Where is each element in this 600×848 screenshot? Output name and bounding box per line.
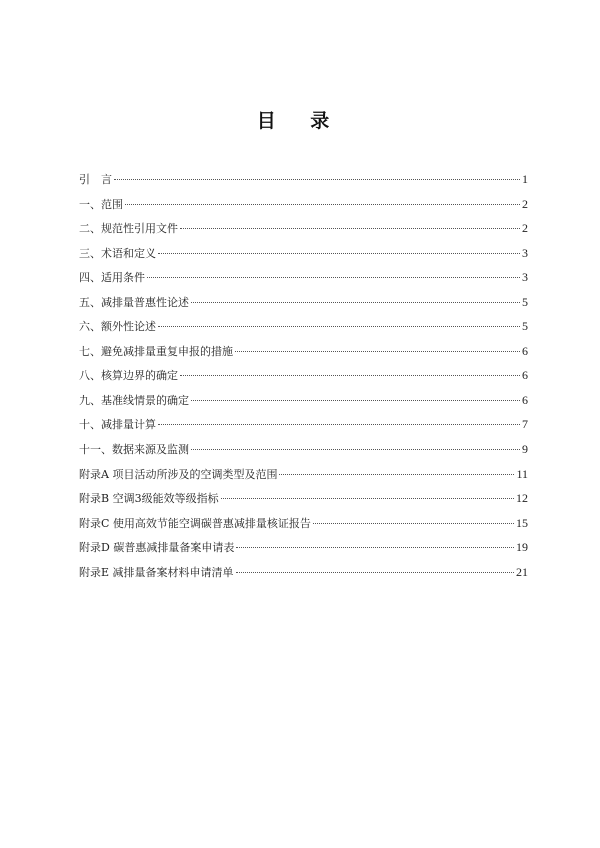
toc-entry-page: 19 xyxy=(516,540,528,555)
toc-entry-label: 附录E 减排量备案材料申请清单 xyxy=(79,565,234,579)
toc-entry-label: 四、适用条件 xyxy=(79,271,145,285)
dot-leader xyxy=(313,523,514,524)
toc-entry[interactable] xyxy=(79,416,528,441)
toc-entry[interactable] xyxy=(79,466,528,491)
toc-entry-label: 五、减排量普惠性论述 xyxy=(79,295,189,309)
toc-entry-page: 5 xyxy=(522,319,528,334)
dot-leader xyxy=(279,474,514,475)
dot-leader xyxy=(236,572,514,573)
toc-entry-page: 12 xyxy=(516,491,528,506)
toc-entry-page: 3 xyxy=(522,245,528,260)
dot-leader xyxy=(158,253,520,254)
dot-leader xyxy=(191,400,520,401)
toc-entry[interactable] xyxy=(79,392,528,417)
toc-entry-label: 七、避免减排量重复申报的措施 xyxy=(79,344,233,358)
toc-entry-label: 六、额外性论述 xyxy=(79,320,156,334)
toc-entry-page: 15 xyxy=(516,515,528,530)
toc-entry[interactable] xyxy=(79,490,528,515)
toc-entry[interactable] xyxy=(79,245,528,270)
toc-entry[interactable] xyxy=(79,367,528,392)
dot-leader xyxy=(158,326,520,327)
dot-leader xyxy=(180,228,520,229)
toc-entry-label: 附录C 使用高效节能空调碳普惠减排量核证报告 xyxy=(79,516,311,530)
toc-entry[interactable] xyxy=(79,220,528,245)
toc-entry-label: 附录D 碳普惠减排量备案申请表 xyxy=(79,541,235,555)
toc-entry-page: 9 xyxy=(522,442,528,457)
toc-entry-page: 3 xyxy=(522,270,528,285)
toc-entry[interactable] xyxy=(79,269,528,294)
dot-leader xyxy=(221,498,514,499)
toc-entry-page: 21 xyxy=(516,564,528,579)
toc-entry[interactable] xyxy=(79,196,528,221)
toc-entry-label: 引 言 xyxy=(79,173,112,186)
dot-leader xyxy=(125,204,520,205)
toc-entry-label: 附录B 空调3级能效等级指标 xyxy=(79,492,219,506)
table-of-contents xyxy=(79,171,528,588)
toc-entry[interactable] xyxy=(79,294,528,319)
toc-entry[interactable] xyxy=(79,539,528,564)
dot-leader xyxy=(235,351,520,352)
toc-entry[interactable] xyxy=(79,441,528,466)
toc-entry[interactable] xyxy=(79,318,528,343)
toc-entry-label: 八、核算边界的确定 xyxy=(79,369,178,383)
dot-leader xyxy=(158,424,520,425)
toc-entry-page: 1 xyxy=(522,172,528,186)
toc-entry-page: 7 xyxy=(522,417,528,432)
toc-entry[interactable] xyxy=(79,564,528,589)
dot-leader xyxy=(147,277,520,278)
toc-entry-label: 九、基准线情景的确定 xyxy=(79,393,189,407)
toc-entry-label: 十、减排量计算 xyxy=(79,418,156,432)
toc-entry-label: 一、范围 xyxy=(79,197,123,211)
toc-entry[interactable] xyxy=(79,171,528,196)
dot-leader xyxy=(191,449,520,450)
toc-entry-page: 11 xyxy=(516,466,528,481)
toc-entry-page: 5 xyxy=(522,294,528,309)
dot-leader xyxy=(114,179,520,180)
dot-leader xyxy=(180,375,520,376)
toc-entry-page: 2 xyxy=(522,196,528,211)
toc-entry-label: 十一、数据来源及监测 xyxy=(79,443,189,457)
dot-leader xyxy=(236,547,514,548)
toc-entry-page: 6 xyxy=(522,343,528,358)
toc-entry-page: 6 xyxy=(522,392,528,407)
toc-entry[interactable] xyxy=(79,515,528,540)
toc-entry-label: 附录A 项目活动所涉及的空调类型及范围 xyxy=(79,467,278,481)
toc-entry-label: 二、规范性引用文件 xyxy=(79,222,178,236)
toc-entry-page: 6 xyxy=(522,368,528,383)
toc-entry-page: 2 xyxy=(522,221,528,236)
toc-entry[interactable] xyxy=(79,343,528,368)
dot-leader xyxy=(191,302,520,303)
toc-entry-label: 三、术语和定义 xyxy=(79,246,156,260)
page-title: 目 录 xyxy=(256,110,344,132)
